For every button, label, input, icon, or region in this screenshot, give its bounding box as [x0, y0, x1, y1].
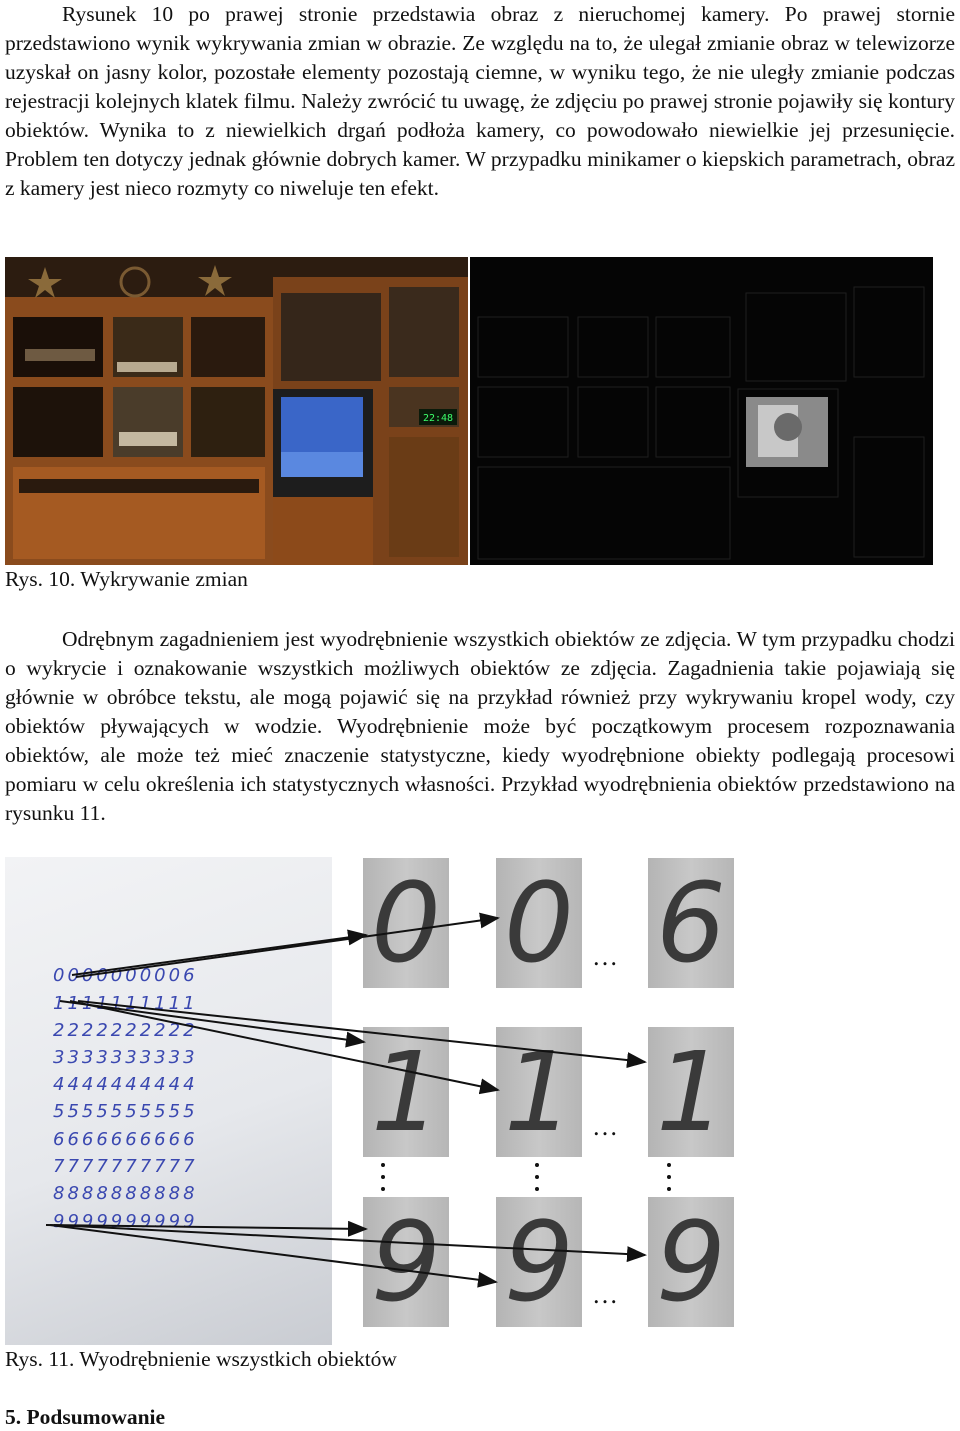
section-heading: 5. Podsumowanie	[5, 1405, 166, 1429]
digit-crop	[496, 1197, 582, 1327]
camera-frame-image	[5, 257, 468, 565]
paragraph-figure-11-description: Odrębnym zagadnieniem jest wyodrębnienie wszystkich obiektów ze zdjęcia. W tym przypadku chodzi o wykrycie i oznakowanie wszystkich możliwych obiektów ze zdjęcia. Zagadnienia takie pojawiają się głównie w obróbce tekstu, ale mogą pojawić się na przykład również przy wykrywaniu kropel wody, czy obiektów pływających w wodzie. Wyodrębnienie może być początkowym procesem rozpoznawania obiektów, ale może też mieć znaczenie statystyczne, kiedy wyodrębnione obiekty podlegają procesowi pomiaru w celu określenia ich statystycznych własności. Przykład wyodrębnienia obiektów przedstawiono na rysunku 11.	[5, 627, 955, 825]
figure-10-caption: Rys. 10. Wykrywanie zmian	[5, 567, 248, 591]
digit-crop	[648, 858, 734, 988]
ellipsis-vertical	[381, 1163, 671, 1191]
handwritten-row: 7777777777	[53, 1156, 198, 1177]
figure-11-caption: Rys. 11. Wyodrębnienie wszystkich obiektów	[5, 1347, 397, 1371]
handwritten-row: 5555555555	[53, 1101, 198, 1122]
ellipsis-horizontal: …	[592, 1112, 620, 1141]
handwritten-row: 0000000006	[53, 965, 198, 986]
change-detection-image	[470, 257, 933, 565]
digit-glyph: 1	[371, 1028, 441, 1156]
handwritten-row: 2222222222	[53, 1020, 198, 1041]
clock-display: 22:48	[422, 413, 454, 424]
handwritten-row: 3333333333	[53, 1047, 198, 1068]
digit-crop	[496, 1027, 582, 1157]
handwritten-row: 6666666666	[53, 1129, 198, 1150]
ellipsis-horizontal: …	[592, 1280, 620, 1309]
ellipsis-horizontal: …	[592, 942, 620, 971]
digit-glyph: 0	[504, 859, 574, 987]
digit-glyph: 9	[656, 1198, 726, 1326]
digit-glyph: 0	[371, 859, 441, 987]
handwritten-row: 8888888888	[53, 1183, 198, 1204]
handwritten-row: 4444444444	[53, 1074, 198, 1095]
digit-crop	[648, 1027, 734, 1157]
digit-crop	[496, 858, 582, 988]
digit-crop	[363, 858, 449, 988]
digit-glyph: 9	[371, 1198, 441, 1326]
digit-glyph: 1	[504, 1028, 574, 1156]
digit-glyph: 6	[656, 859, 726, 987]
digit-glyph: 1	[656, 1028, 726, 1156]
paragraph-figure-10-description: Rysunek 10 po prawej stronie przedstawia obraz z nieruchomej kamery. Po prawej stornie przedstawiono wynik wykrywania zmian w obrazie. Ze względu na to, że ulegał zmianie obraz w telewizorze uzyskał on jasny kolor, pozostałe elementy pozostają ciemne, w wyniku tego, że nie uległy zmianie podczas rejestracji kolejnych klatek filmu. Należy zwrócić tu uwagę, że zdjęciu po prawej stronie pojawiły się kontury obiektów. Wynika to z niewielkich drgań podłoża kamery, co powodowało niewielkie jej przesunięcie. Problem ten dotyczy jednak głównie dobrych kamer. W przypadku minikamer o kiepskich parametrach, obraz z kamery jest nieco rozmyty co niweluje ten efekt.	[5, 2, 955, 200]
handwritten-row: 9999999999	[53, 1211, 198, 1232]
handwritten-digits-photo	[5, 857, 332, 1345]
digit-glyph: 9	[504, 1198, 574, 1326]
digit-crop	[363, 1197, 449, 1327]
digit-crop	[648, 1197, 734, 1327]
digit-crop	[363, 1027, 449, 1157]
handwritten-row: 1111111111	[53, 993, 198, 1014]
